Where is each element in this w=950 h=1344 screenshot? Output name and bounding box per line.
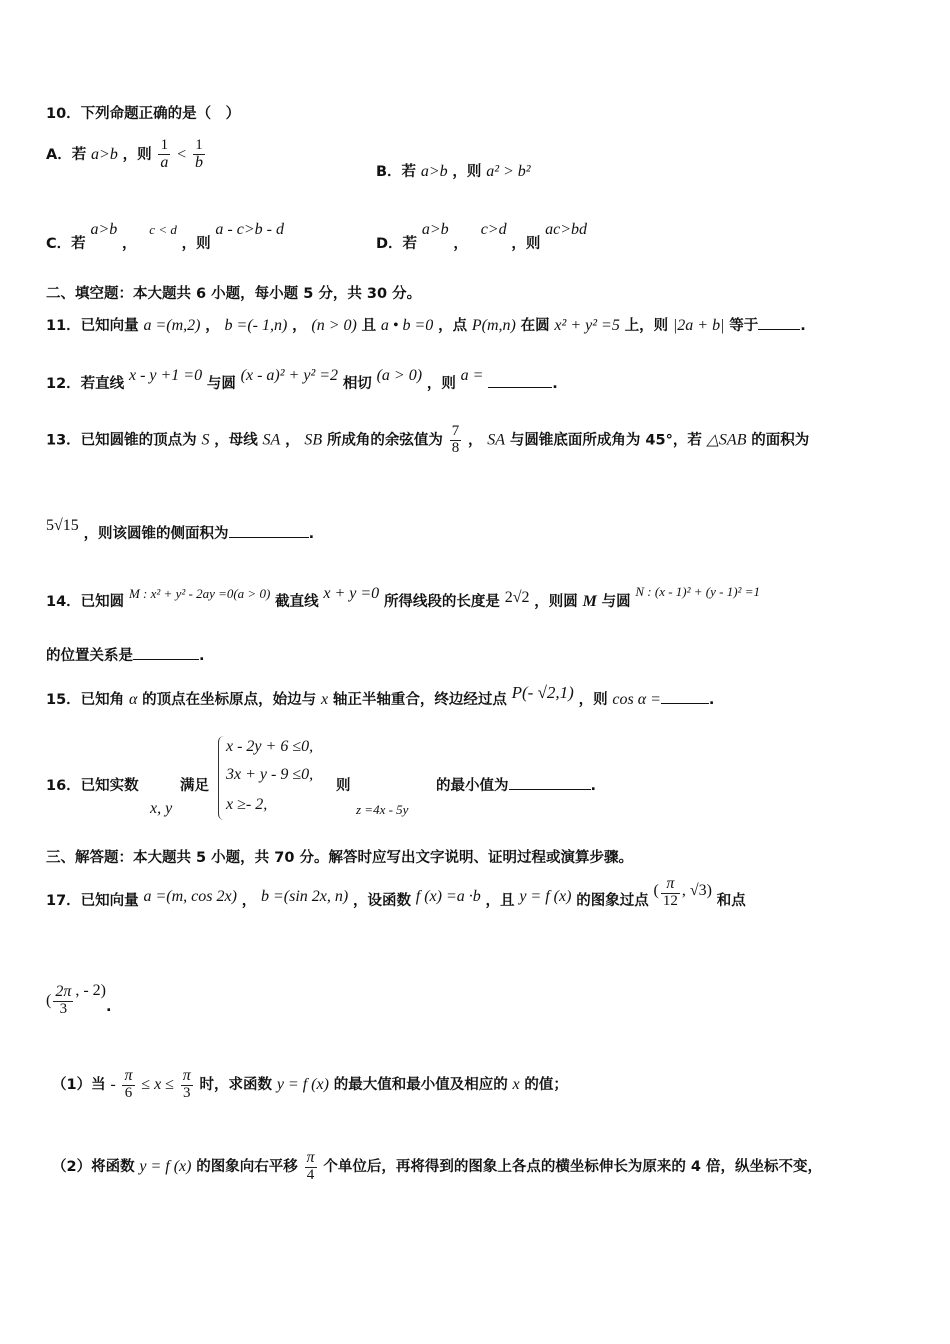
math-expr: N : (x - 1)² + (y - 1)² =1	[635, 584, 760, 599]
q15	[46, 683, 715, 709]
q17-part1	[52, 1068, 568, 1102]
text: 相切	[342, 376, 372, 392]
math-expr: S	[201, 431, 210, 449]
text: ，则	[181, 236, 211, 252]
text: 的图象过点	[576, 892, 649, 909]
text: .	[800, 318, 806, 334]
fraction: $\frac{1}{b}$	[194, 137, 203, 171]
text: 14．已知圆	[46, 594, 125, 610]
text: 和点	[716, 892, 746, 909]
section-heading: 三、解答题：本大题共 5 小题，共 70 分。解答时应写出文字说明、证明过程或演算步骤。	[46, 850, 633, 866]
math-expr: ≤ x ≤	[141, 1075, 174, 1093]
text: ，	[285, 432, 300, 449]
math-expr: α	[128, 691, 138, 708]
math-expr: a>b	[90, 221, 118, 238]
answer-blank[interactable]	[758, 317, 800, 330]
text: 与圆	[206, 376, 236, 392]
constraint-1: x - 2y + 6 ≤0,	[226, 738, 314, 755]
text: 的面积为	[751, 432, 810, 449]
math-expr: b =(- 1,n)	[224, 317, 288, 334]
q13-line2	[46, 517, 315, 543]
math-expr: SA	[487, 431, 506, 449]
q16-text4	[436, 774, 596, 795]
math-expr: ac>bd	[545, 221, 588, 238]
math-expr: x - y +1 =0	[128, 367, 203, 384]
text: ，	[205, 318, 220, 334]
math-expr: a • b =0	[380, 317, 434, 334]
answer-blank[interactable]	[509, 777, 591, 790]
math-expr: P(m,n)	[471, 317, 516, 334]
math-expr: a =	[460, 367, 484, 384]
math-expr: |2a + b|	[672, 317, 725, 334]
math-expr: <	[177, 145, 187, 163]
math-expr: , - 2)	[75, 981, 106, 999]
text: ，则	[511, 236, 541, 252]
math-expr: a =(m,2)	[143, 317, 201, 334]
math-expr: △SAB	[706, 431, 747, 449]
math-expr: 2√2	[504, 589, 530, 606]
text: 所成角的余弦值为	[326, 432, 443, 449]
text: 时，求函数	[199, 1076, 273, 1093]
math-expr: f (x) =a ·b	[415, 887, 481, 905]
math-expr: y = f (x)	[276, 1075, 329, 1093]
text: 个单位后，再将得到的图象上各点的横坐标伸长为原来的 4 倍，纵坐标不变，	[323, 1158, 823, 1175]
text: ，则	[578, 692, 608, 708]
math-expr: SA	[262, 431, 281, 449]
math-expr: (a > 0)	[376, 367, 423, 384]
answer-blank[interactable]	[229, 525, 309, 538]
math-expr: -	[110, 1075, 116, 1093]
math-expr: a² > b²	[486, 163, 531, 180]
system-brace	[218, 736, 225, 820]
q17-point2: ( $\frac{2\pi}{3}$ , - 2).	[46, 981, 112, 1017]
text: 且	[361, 318, 377, 334]
text: 截直线	[275, 594, 319, 610]
text: 15．已知角	[46, 692, 125, 708]
text: 的位置关系是	[46, 648, 133, 664]
text: 17．已知向量	[46, 892, 139, 909]
answer-blank[interactable]	[661, 691, 709, 704]
text: .	[106, 998, 112, 1015]
math-expr: a =(m, cos 2x)	[143, 887, 237, 905]
text: ，且	[485, 892, 515, 909]
math-expr: a>b	[91, 145, 118, 163]
text: ，点	[438, 318, 468, 334]
text: （1）当	[52, 1076, 106, 1093]
text: ，母线	[214, 432, 258, 449]
text: 轴正半轴重合，终边经过点	[332, 692, 507, 708]
fraction: $\frac{7}{8}$	[451, 423, 460, 456]
text: ，	[241, 892, 257, 909]
text: ，设函数	[352, 892, 411, 909]
q10-stem: 10．下列命题正确的是（ ）	[46, 106, 241, 122]
math-expr: cos α =	[612, 691, 661, 708]
text: 11．已知向量	[46, 318, 139, 334]
text: ，则	[452, 164, 482, 180]
text: ，则圆	[534, 594, 578, 610]
q10-option-b	[376, 160, 531, 181]
option-label: C．若	[46, 236, 86, 252]
math-expr: , √3)	[681, 881, 712, 899]
q17-part2	[52, 1150, 822, 1184]
option-label: D．若	[376, 236, 418, 252]
q11	[46, 314, 806, 335]
fraction: $\frac{\pi}{6}$	[124, 1067, 133, 1101]
text: ，则	[122, 146, 152, 163]
text: 13．已知圆锥的顶点为	[46, 432, 197, 449]
q10-option-c	[46, 218, 284, 252]
text: 等于	[729, 318, 759, 334]
math-expr: (n > 0)	[311, 317, 357, 334]
math-expr: y = f (x)	[519, 887, 572, 905]
text: ，则	[426, 376, 456, 392]
math-expr: SB	[304, 431, 323, 449]
answer-blank[interactable]	[133, 647, 199, 660]
text: ，	[468, 432, 483, 449]
fraction: $\frac{1}{a}$	[160, 137, 169, 171]
math-expr: a - c>b - d	[215, 221, 284, 238]
math-expr: x² + y² =5	[554, 317, 620, 334]
text: 上，则	[624, 318, 669, 334]
q10-option-d	[376, 218, 588, 252]
text: 的值；	[524, 1076, 568, 1093]
math-expr: M : x² + y² - 2ay =0(a > 0)	[128, 586, 271, 601]
math-expr: b =(sin 2x, n)	[260, 887, 349, 905]
option-label: B．若	[376, 164, 417, 180]
text: 所得线段的长度是	[383, 594, 500, 610]
q16-objective: z =4x - 5y	[356, 802, 409, 817]
text: .	[552, 376, 558, 392]
q17: 17．已知向量 a =(m, cos 2x) ， b =(sin 2x, n) ，设函数 f (x) =a ·b ，且 y = f (x) 的图象过点 ( $\frac{\pi}{12}$ , √3) 和点	[46, 875, 746, 909]
math-expr: 5√15	[46, 517, 79, 534]
constraint-2: 3x + y - 9 ≤0,	[226, 766, 314, 783]
text: 与圆锥底面所成角为 45°，若	[509, 432, 702, 449]
math-expr: P(- √2,1)	[511, 683, 574, 702]
q12	[46, 367, 558, 393]
answer-blank[interactable]	[488, 375, 552, 388]
fraction: $\frac{\pi}{4}$	[306, 1149, 315, 1183]
q13	[46, 424, 809, 457]
text: ，	[453, 236, 468, 252]
text: .	[708, 692, 715, 708]
text: .	[590, 778, 597, 794]
fraction: $\frac{\pi}{12}$	[662, 875, 678, 909]
text: .	[199, 648, 205, 664]
fraction: $\frac{\pi}{3}$	[182, 1067, 191, 1101]
math-expr: a>b	[420, 163, 448, 180]
text: 与圆	[601, 594, 631, 610]
q16-text3: 则	[336, 778, 351, 794]
text: 的最小值为	[436, 778, 509, 794]
q16-vars: x, y	[150, 800, 173, 817]
q14	[46, 584, 760, 611]
option-label: A．若	[46, 146, 87, 163]
math-expr: M	[582, 593, 597, 610]
q16-text1: 16．已知实数	[46, 778, 139, 794]
section-heading: 二、填空题：本大题共 6 小题，每小题 5 分，共 30 分。	[46, 286, 422, 302]
text: 的图象向右平移	[196, 1158, 298, 1175]
math-expr: x + y =0	[323, 585, 380, 602]
text: 的顶点在坐标原点，始边与	[142, 692, 317, 708]
text: 在圆	[520, 318, 550, 334]
text: ，	[122, 236, 137, 252]
math-expr: (x - a)² + y² =2	[240, 367, 339, 384]
text: ，	[292, 318, 307, 334]
math-expr: c>d	[480, 221, 507, 238]
fraction: $\frac{2\pi}{3}$	[55, 983, 72, 1017]
text: .	[308, 526, 315, 542]
q10-option-a	[46, 138, 207, 172]
text: （2）将函数	[52, 1158, 135, 1175]
text: 的最大值和最小值及相应的	[333, 1076, 508, 1093]
math-expr: x	[512, 1075, 520, 1093]
math-expr: a>b	[421, 221, 449, 238]
math-expr: x	[320, 691, 329, 708]
text: 12．若直线	[46, 376, 125, 392]
q16-text2: 满足	[180, 778, 209, 794]
math-expr: c < d	[149, 222, 177, 237]
math-expr: y = f (x)	[139, 1157, 192, 1175]
q14-line2	[46, 644, 205, 665]
text: ，则该圆锥的侧面积为	[83, 526, 229, 542]
constraint-3: x ≥- 2,	[226, 796, 268, 813]
